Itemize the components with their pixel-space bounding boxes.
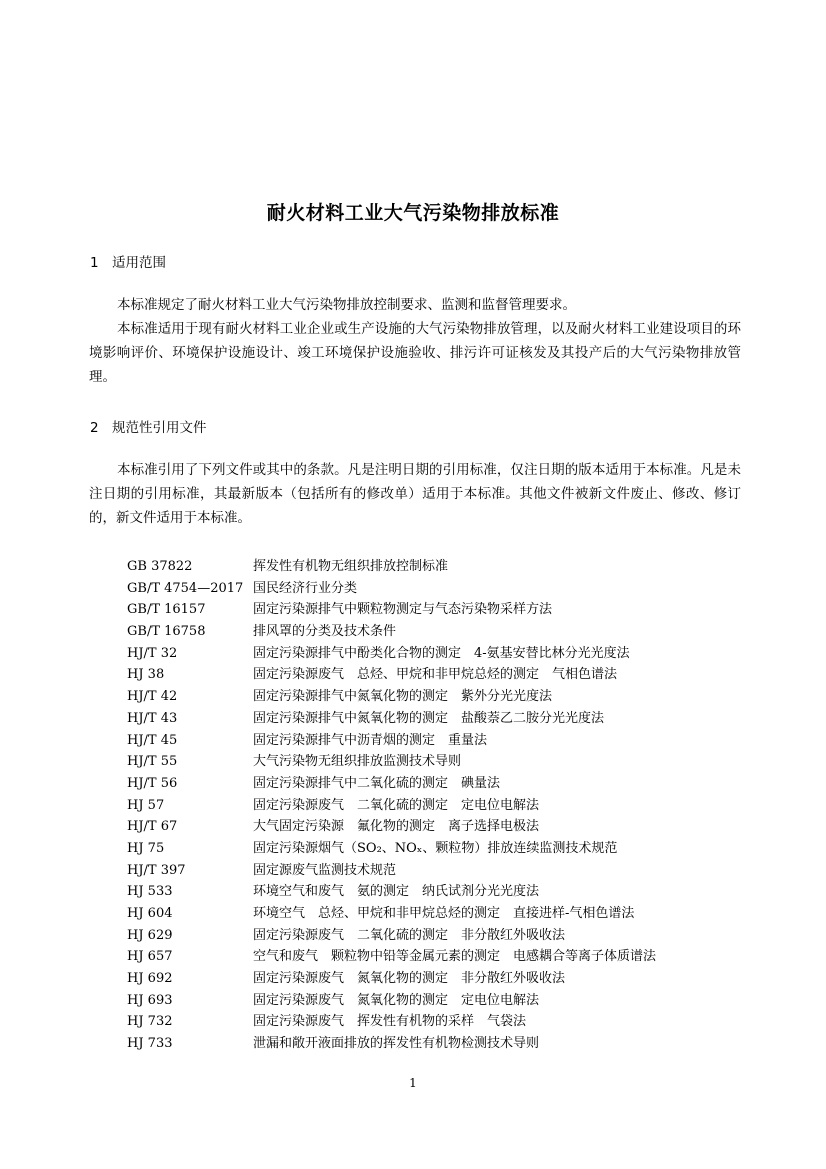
reference-item [127, 773, 747, 795]
reference-item [127, 946, 747, 968]
reference-title: 固定污染源排气中颗粒物测定与气态污染物采样方法 [253, 602, 553, 618]
reference-item [127, 795, 747, 817]
reference-item [127, 664, 747, 686]
reference-title: 固定污染源废气 氮氧化物的测定 非分散红外吸收法 [253, 971, 566, 987]
section-1-heading [90, 251, 166, 271]
reference-item [127, 881, 747, 903]
reference-title: 国民经济行业分类 [253, 580, 358, 596]
section-1-number: 1 [90, 255, 99, 271]
section-2-heading [90, 416, 207, 436]
reference-code: HJ 629 [127, 927, 173, 943]
reference-code: HJ/T 56 [127, 775, 178, 791]
reference-list [127, 556, 747, 1055]
reference-title: 空气和废气 颗粒物中铅等金属元素的测定 电感耦合等离子体质谱法 [253, 949, 657, 965]
reference-code: GB/T 16758 [127, 624, 206, 640]
reference-code: GB 37822 [127, 559, 193, 574]
reference-code: GB/T 4754—2017 [127, 580, 244, 596]
reference-title: 环境空气 总烃、甲烷和非甲烷总烃的测定 直接进样-气相色谱法 [253, 906, 635, 921]
reference-item [127, 925, 747, 947]
reference-title: 大气污染物无组织排放监测技术导则 [253, 754, 462, 770]
reference-item [127, 1011, 747, 1033]
reference-title: 固定污染源排气中氮氧化物的测定 紫外分光光度法 [253, 689, 553, 705]
reference-item [127, 816, 747, 838]
reference-title: 固定污染源废气 总烃、甲烷和非甲烷总烃的测定 气相色谱法 [253, 667, 618, 683]
reference-code: HJ 732 [127, 1014, 173, 1030]
reference-title: 固定污染源排气中沥青烟的测定 重量法 [253, 732, 488, 748]
reference-item [127, 968, 747, 990]
reference-title: 固定污染源排气中二氧化硫的测定 碘量法 [253, 775, 501, 791]
document-title: 耐火材料工业大气污染物排放标准 [266, 202, 560, 224]
section-1-paragraph-2: 本标准适用于现有耐火材料工业企业或生产设施的大气污染物排放管理，以及耐火材料工业建设项目的环境影响评价、环境保护设施设计、竣工环境保护设施验收、排污许可证核发及其投产后的大气污染物排放管理。 [89, 321, 741, 385]
reference-title: 挥发性有机物无组织排放控制标准 [253, 559, 449, 574]
reference-item [127, 730, 747, 752]
section-2-number: 2 [90, 420, 99, 436]
reference-title: 固定污染源废气 二氧化硫的测定 定电位电解法 [253, 797, 540, 813]
page-number: 1 [409, 1076, 417, 1090]
reference-title: 大气固定污染源 氟化物的测定 离子选择电极法 [253, 819, 540, 835]
reference-code: HJ 604 [127, 906, 173, 921]
reference-title: 固定污染源废气 二氧化硫的测定 非分散红外吸收法 [253, 927, 566, 943]
reference-code: HJ 57 [127, 797, 165, 813]
reference-title: 固定污染源废气 氮氧化物的测定 定电位电解法 [253, 992, 540, 1008]
reference-item [127, 686, 747, 708]
section-2-title: 规范性引用文件 [112, 420, 207, 436]
reference-title: 固定污染源排气中氮氧化物的测定 盐酸萘乙二胺分光光度法 [253, 710, 605, 726]
reference-title: 泄漏和敞开液面排放的挥发性有机物检测技术导则 [253, 1036, 540, 1052]
reference-item [127, 621, 747, 643]
reference-code: HJ 733 [127, 1036, 173, 1052]
reference-item [127, 838, 747, 860]
section-2-intro: 本标准引用了下列文件或其中的条款。凡是注明日期的引用标准，仅注日期的版本适用于本标准。凡是未注日期的引用标准，其最新版本（包括所有的修改单）适用于本标准。其他文件被新文件废止、修改、修订的，新文件适用于本标准。 [89, 462, 741, 526]
reference-code: HJ/T 45 [127, 732, 178, 748]
reference-code: HJ/T 43 [127, 710, 178, 726]
reference-code: HJ/T 32 [127, 645, 178, 661]
reference-code: HJ 693 [127, 992, 173, 1008]
reference-title: 排风罩的分类及技术条件 [253, 624, 397, 640]
reference-code: HJ 75 [127, 840, 165, 856]
reference-item [127, 1033, 747, 1055]
reference-item [127, 903, 747, 925]
reference-item [127, 556, 747, 578]
reference-title: 固定污染源排气中酚类化合物的测定 4-氨基安替比林分光光度法 [253, 645, 630, 661]
reference-code: HJ/T 55 [127, 754, 178, 770]
reference-title: 环境空气和废气 氨的测定 纳氏试剂分光光度法 [253, 884, 540, 900]
reference-code: HJ/T 67 [127, 819, 178, 835]
section-1-title: 适用范围 [112, 255, 166, 271]
reference-code: HJ 657 [127, 949, 173, 965]
reference-item [127, 643, 747, 665]
reference-code: GB/T 16157 [127, 602, 206, 618]
reference-code: HJ 533 [127, 884, 173, 900]
reference-item [127, 708, 747, 730]
reference-item [127, 990, 747, 1012]
reference-item [127, 578, 747, 600]
reference-item [127, 860, 747, 882]
reference-title: 固定污染源烟气（SO₂、NOₓ、颗粒物）排放连续监测技术规范 [253, 840, 618, 856]
reference-code: HJ 692 [127, 971, 173, 987]
reference-title: 固定污染源废气 挥发性有机物的采样 气袋法 [253, 1014, 527, 1030]
reference-code: HJ/T 42 [127, 689, 178, 705]
reference-code: HJ 38 [127, 667, 165, 683]
section-1-paragraph-1: 本标准规定了耐火材料工业大气污染物排放控制要求、监测和监督管理要求。 [117, 297, 576, 313]
reference-item [127, 751, 747, 773]
reference-item [127, 599, 747, 621]
reference-code: HJ/T 397 [127, 862, 186, 878]
reference-title: 固定源废气监测技术规范 [253, 862, 397, 878]
